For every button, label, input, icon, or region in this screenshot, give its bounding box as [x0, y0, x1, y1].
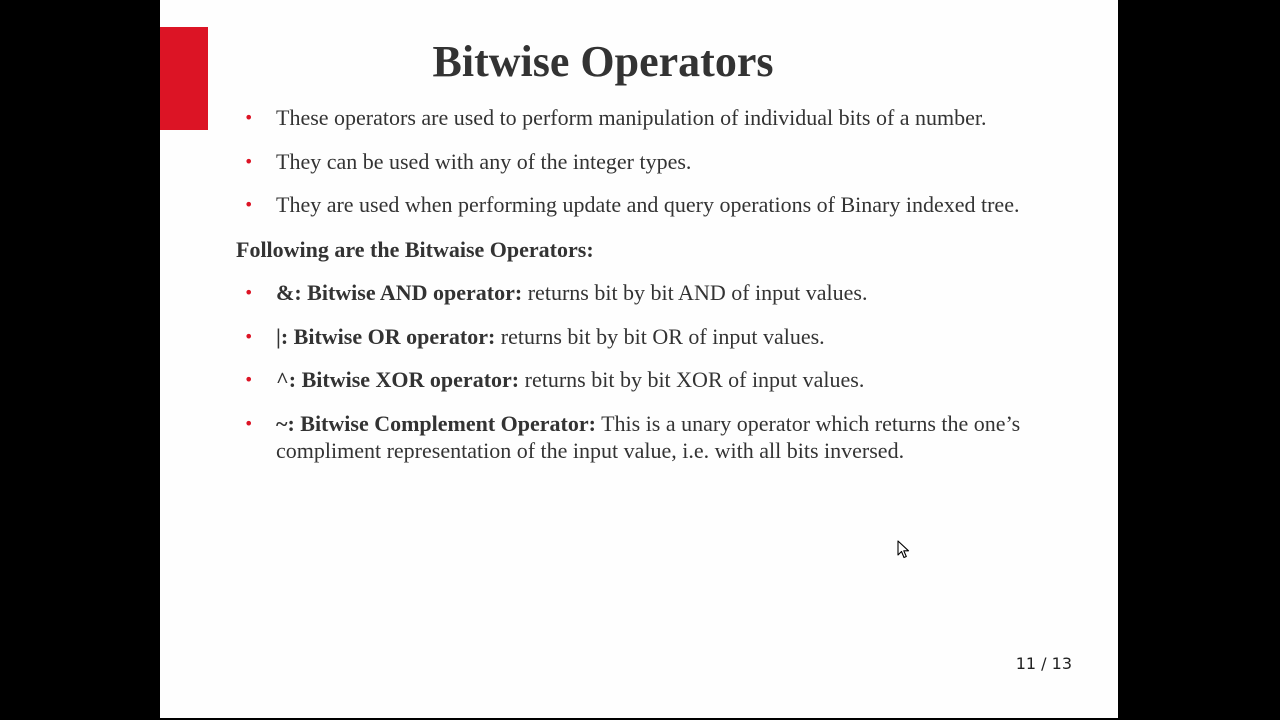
list-item [236, 191, 1056, 219]
slide-title: Bitwise Operators [432, 37, 774, 86]
operator-description: returns bit by bit OR of input values. [495, 323, 825, 349]
operators-list [236, 279, 1056, 465]
bullet-text: These operators are used to perform manipulation of individual bits of a number. [276, 105, 987, 130]
bullet-icon: • [244, 370, 254, 389]
list-item [236, 279, 1056, 307]
bullet-icon: • [244, 326, 254, 346]
list-item [236, 410, 1056, 465]
mouse-pointer-icon [897, 540, 911, 560]
operator-label: ^: Bitwise XOR operator: [276, 367, 520, 392]
operator-description: returns bit by bit AND of input values. [522, 280, 868, 305]
slide-content [236, 104, 1056, 481]
bullet-icon: • [244, 283, 254, 302]
list-item [236, 366, 1056, 394]
operator-label: ~: Bitwise Complement Operator: [276, 410, 596, 436]
bullet-text: They can be used with any of the integer types. [276, 148, 692, 174]
operator-description: returns bit by bit XOR of input values. [519, 367, 865, 392]
slide [160, 0, 1118, 718]
bullet-text: They are used when performing update and query operations of Binary indexed tree. [276, 192, 1020, 217]
bullet-icon: • [244, 151, 254, 171]
list-item [236, 148, 1056, 176]
operator-description: This is a unary operator which returns the one’s compliment representation of the input value, i.e. with all bits inversed. [276, 410, 1021, 463]
operator-label: &: Bitwise AND operator: [276, 280, 523, 305]
operators-heading: Following are the Bitwaise Operators: [236, 236, 594, 262]
list-item [236, 323, 1056, 351]
list-item [236, 104, 1056, 132]
bullet-icon: • [244, 195, 254, 214]
intro-list [236, 104, 1056, 219]
bullet-icon: • [244, 108, 254, 127]
operator-label: |: Bitwise OR operator: [276, 323, 496, 349]
page-counter: 11 / 13 [1015, 654, 1072, 673]
bullet-icon: • [244, 413, 254, 433]
